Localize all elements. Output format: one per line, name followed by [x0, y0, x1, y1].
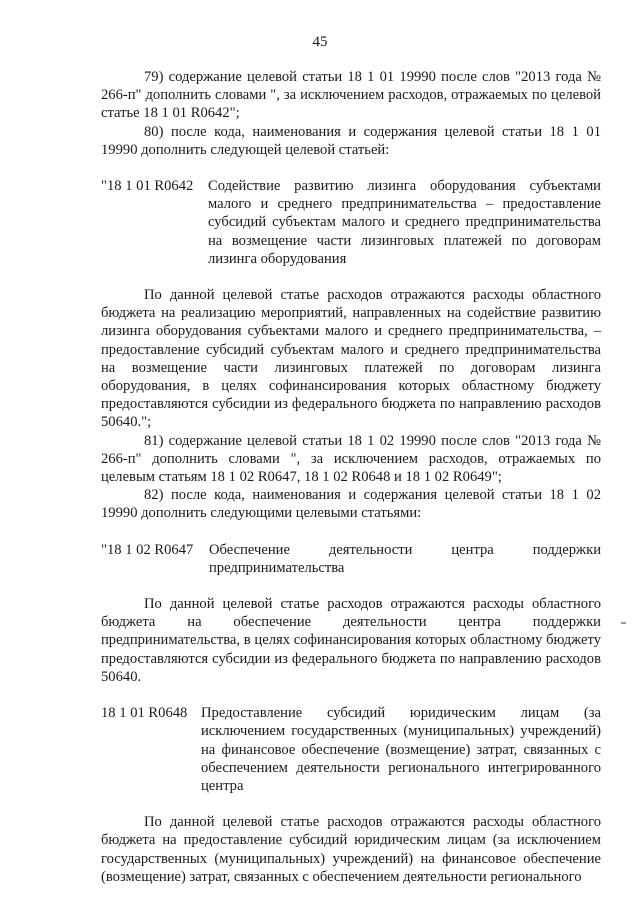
target-article-entry-r0647 — [101, 541, 601, 577]
article-title: Обеспечение деятельности центра поддержки предпринимательства — [209, 541, 601, 576]
paragraph-item-79: 79) содержание целевой статьи 18 1 01 19990 после слов "2013 года № 266-п" дополнить словами ", за исключением расходов, отражаемых по целевой статье 18 1 01 R0642"; — [101, 69, 601, 122]
article-description-r0642: По данной целевой статье расходов отражаются расходы областного бюджета на реализацию мероприятий, направленных на содействие развитию лизинга оборудования субъектами малого и среднего предпринимательства, – предоставление субсидий субъектам малого и среднего предпринимательства на возмещение части лизинговых платежей по договорам лизинга оборудования, в целях софинансирования которых областному бюджету предоставляются субсидии из федерального бюджета по направлению расходов 50640."; — [101, 287, 601, 431]
target-article-entry-r0648 — [101, 704, 601, 795]
page-number: 45 — [312, 34, 328, 50]
article-code: 18 1 01 R0648 — [101, 705, 188, 722]
target-article-entry-r0642 — [101, 177, 601, 268]
paragraph-item-82: 82) после кода, наименования и содержания целевой статьи 18 1 02 19990 дополнить следующими целевыми статьями: — [101, 487, 601, 522]
article-description-r0648: По данной целевой статье расходов отражаются расходы областного бюджета на предоставление субсидий юридическим лицам (за исключением государственных (муниципальных) учреждений) на финансовое обеспечение (возмещение) затрат, связанных с обеспечением деятельности регионального — [101, 814, 601, 885]
paragraph-item-80: 80) после кода, наименования и содержания целевой статьи 18 1 01 19990 дополнить следующей целевой статьей: — [101, 123, 601, 158]
scan-mark — [621, 622, 626, 624]
article-description-r0647: По данной целевой статье расходов отражаются расходы областного бюджета на обеспечение деятельности центра поддержки предпринимательства, в целях софинансирования которых областному бюджету предоставляются субсидии из федерального бюджета по направлению расходов 50640. — [101, 596, 601, 685]
paragraph-item-81: 81) содержание целевой статьи 18 1 02 19990 после слов "2013 года № 266-п" дополнить словами ", за исключением расходов, отражаемых по целевым статьям 18 1 02 R0647, 18 1 02 R0648 и 18 1 02 R0649"; — [101, 432, 601, 486]
article-title: Предоставление субсидий юридическим лицам (за исключением государственных (муниципальных) учреждений) на финансовое обеспечение (возмещение) затрат, связанных с обеспечением деятельности регионального интегрированного центра — [201, 705, 601, 794]
article-title: Содействие развитию лизинга оборудования субъектами малого и среднего предпринимательства – предоставление субсидий субъектам малого и среднего предпринимательства на возмещение части лизинговых платежей по договорам лизинга оборудования — [208, 178, 601, 267]
article-code: "18 1 01 R0642 — [101, 178, 194, 195]
document-body — [101, 68, 601, 886]
article-code: "18 1 02 R0647 — [101, 541, 194, 558]
